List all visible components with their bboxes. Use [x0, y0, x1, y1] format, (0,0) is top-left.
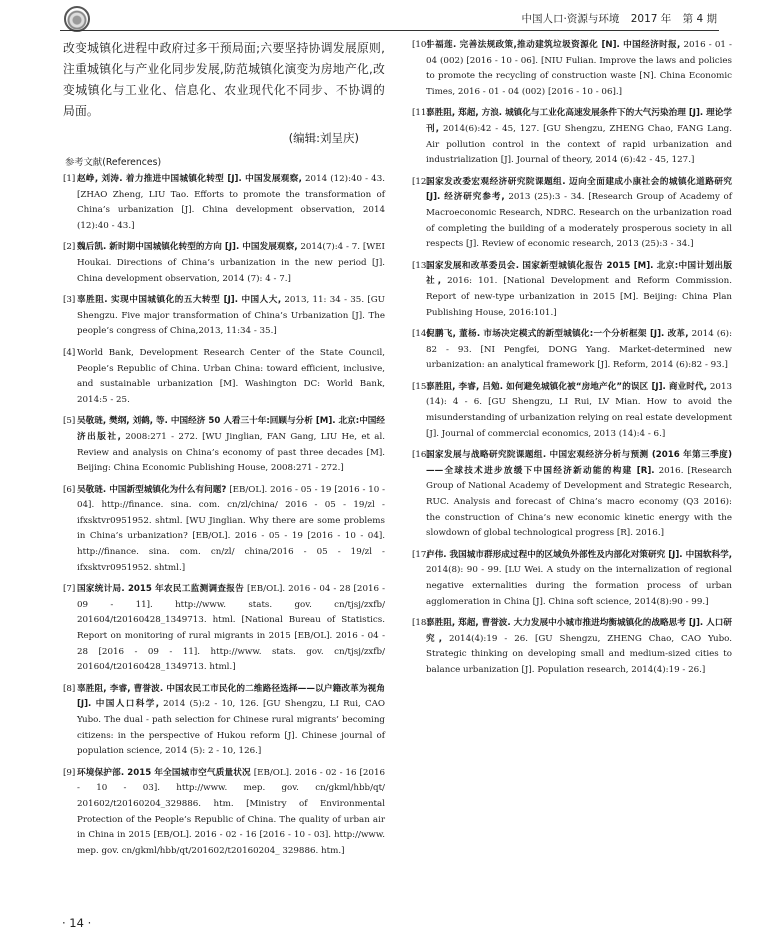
- reference-entry: [412, 380, 732, 442]
- reference-chinese-citation: 辜胜阻. 实现中国城镇化的五大转型 [J]. 中国人大,: [77, 295, 282, 306]
- reference-number: [13]: [412, 260, 430, 271]
- reference-details: 2013 (14): 4 - 6. [GU Shengzu, LI Rui, LV Mian. How to avoid the misunderstanding of urbanization relying on real estate development [J]. Journal of commercial economics, 2013 (14):4 - 6.]: [426, 381, 732, 439]
- reference-number: [8]: [63, 683, 76, 694]
- reference-number: [14]: [412, 329, 430, 340]
- reference-entry: [63, 766, 385, 860]
- body-paragraph: 改变城镇化进程中政府过多干预局面;六要坚持协调发展原则,注重城镇化与产业化同步发展,防范城镇化演变为房地产化,改变城镇化与工业化、信息化、农业现代化不同步、不协调的局面。: [63, 41, 385, 118]
- reference-entry: [412, 259, 732, 321]
- reference-chinese-citation: 辜胜阻, 郑超, 曹誉波. 大力发展中小城市推进均衡城镇化的战略思考 [J]. 人口研究,: [426, 618, 732, 644]
- reference-number: [2]: [63, 242, 76, 253]
- reference-entry: [63, 483, 385, 577]
- reference-chinese-citation: 国家发改委宏观经济研究院课题组. 迈向全面建成小康社会的城镇化道路研究 [J]. 经济研究参考,: [426, 176, 732, 203]
- reference-chinese-citation: 环境保护部. 2015 年全国城市空气质量状况: [77, 767, 251, 778]
- reference-chinese-citation: 吴敬琏, 樊纲, 刘鹤, 等. 中国经济 50 人看三十年:回顾与分析 [M]. 北京:中国经济出版社,: [77, 416, 385, 442]
- reference-details: 2014 (6): 82 - 93. [NI Pengfei, DONG Yang. Market-determined new urbanization: an analytical framework [J]. Reform, 2014 (6):82 - 93.]: [426, 329, 733, 371]
- reference-number: [15]: [412, 381, 430, 392]
- reference-number: [1]: [63, 174, 76, 184]
- reference-details: [EB/OL]. 2016 - 02 - 16 [2016 - 10 - 03]. http://www. mep. gov. cn/gkml/hbb/qt/ 201602/t20160204_329886. htm. [Ministry of Environmental Protection of the People’s Republic of China. The quality of urban air in China in 2015 [EB/OL]. 2016 - 02 - 16 [2016 - 10 - 03]. http://www. mep. gov. cn/gkml/hbb/qt/201602/t20160204_ 329886. htm.]: [77, 767, 385, 856]
- reference-entry: [63, 682, 385, 760]
- reference-chinese-citation: 倪鹏飞, 董杨. 市场决定模式的新型城镇化:一个分析框架 [J]. 改革,: [426, 329, 689, 340]
- reference-number: [17]: [412, 549, 430, 560]
- reference-number: [16]: [412, 450, 430, 461]
- reference-details: 2014 (5):2 - 10, 126. [GU Shengzu, LI Rui, CAO Yubo. The dual - path selection for Chinese rural migrants’ becoming citizens: in the perspective of Hukou reform [J]. Chinese journal of population science, 2014 (5): 2 - 10, 126.]: [77, 699, 386, 757]
- reference-details: [EB/OL]. 2016 - 05 - 19 [2016 - 10 - 04]. http://finance. sina. com. cn/zl/china/ 2016 - 05 - 19/zl - ifxsktvr0951952. shtml. [WU Jinglian. Why there are some problems in China’s urbanization? [EB/OL]. 2016 - 05 - 19 [2016 - 10 - 04]. http://finance. sina. com. cn/zl/ china/2016 - 05 - 19/zl - ifxsktvr0951952. shtml.]: [77, 484, 386, 573]
- reference-number: [10]: [412, 40, 430, 50]
- left-column: [63, 38, 385, 865]
- reference-details: 2008:271 - 272. [WU Jinglian, FAN Gang, LIU He, et al. Review and analysis on China’s economy of past three decades [M]. Beijing: China Economic Publishing House, 2008:271 - 272.]: [77, 431, 386, 474]
- reference-chinese-citation: 辜胜阻, 郑超, 方浪. 城镇化与工业化高速发展条件下的大气污染治理 [J]. 理论学刊,: [426, 108, 732, 134]
- reference-number: [9]: [63, 767, 76, 778]
- reference-details: 2013 (25):3 - 34. [Research Group of Academy of Macroeconomic Research, NDRC. Research on the urbanization road of completing the building of a moderately prosperous society in all respects [J]. Review of economic research, 2013 (25):3 - 34.]: [426, 192, 733, 250]
- reference-entry: [412, 327, 732, 374]
- reference-chinese-citation: 国家发展与战略研究院课题组. 中国宏观经济分析与预测 (2016 年第三季度)——全球技术进步放缓下中国经济新动能的构建 [R].: [426, 450, 732, 476]
- reference-details: World Bank, Development Research Center of the State Council, People’s Republic of China. Urban China: toward efficient, inclusive, and sustainable urbanization [M]. Washington DC: World Bank, 2014:5 - 25.: [77, 347, 385, 405]
- reference-entry: [412, 616, 732, 678]
- reference-entry: [63, 414, 385, 476]
- reference-chinese-citation: 吴敬琏. 中国新型城镇化为什么有问题?: [77, 484, 227, 495]
- reference-number: [18]: [412, 618, 430, 629]
- right-column: [412, 38, 732, 685]
- reference-chinese-citation: 牛福莲. 完善法规政策,推动建筑垃圾资源化 [N]. 中国经济时报,: [426, 40, 681, 50]
- reference-details: 2016 - 01 - 04 (002) [2016 - 10 - 06]. [NIU Fulian. Improve the laws and policies to promote the recycling of construction waste [N]. China Economic Times, 2016 - 01 - 04 (002) [2016 - 10 - 06].]: [426, 40, 732, 97]
- reference-number: [11]: [412, 108, 430, 119]
- reference-details: [EB/OL]. 2016 - 04 - 28 [2016 - 09 - 11]. http://www. stats. gov. cn/tjsj/zxfb/ 201604/t20160428_1349713. html. [National Bureau of Statistics. Report on monitoring of rural migrants in 2015 [EB/OL]. 2016 - 04 - 28 [2016 - 09 - 11]. http://www. stats. gov. cn/tjsj/zxfb/ 201604/t20160428_1349713. html.]: [77, 584, 386, 673]
- reference-chinese-citation: 卢伟. 我国城市群形成过程中的区域负外部性及内部化对策研究 [J]. 中国软科学,: [426, 549, 732, 560]
- reference-entry: [63, 240, 385, 287]
- reference-details: 2014(6):42 - 45, 127. [GU Shengzu, ZHENG Chao, FANG Lang. Air pollution control in the context of rapid urbanization and industrialization [J]. Journal of theory, 2014 (6):42 - 45, 127.]: [426, 123, 733, 166]
- reference-details: 2016: 101. [National Development and Reform Commission. Report of new-type urbanization in 2015 [M]. Beijing: China Plan Publishing House, 2016:101.]: [426, 276, 732, 318]
- reference-entry: [63, 293, 385, 340]
- reference-entry: [412, 548, 732, 610]
- reference-list-right: [412, 38, 732, 679]
- reference-chinese-citation: 国家发展和改革委员会. 国家新型城镇化报告 2015 [M]. 北京:中国计划出版社,: [426, 260, 732, 287]
- journal-issue: 第 4 期: [682, 13, 717, 25]
- reference-entry: [63, 582, 385, 676]
- reference-entry: [63, 346, 385, 408]
- reference-chinese-citation: 辜胜阻, 李睿, 曹誉波. 中国农民工市民化的二维路径选择——以户籍改革为视角 [J]. 中国人口科学,: [77, 683, 385, 710]
- reference-list-left: [63, 172, 385, 859]
- reference-number: [12]: [412, 176, 430, 187]
- reference-details: 2014(7):4 - 7. [WEI Houkai. Directions of China’s urbanization in the new period [J]. China development observation, 2014 (7): 4 - 7.]: [77, 242, 385, 284]
- running-header: [522, 11, 717, 26]
- editor-note: (编辑:刘呈庆): [288, 131, 359, 145]
- reference-details: 2014(8): 90 - 99. [LU Wei. A study on the internalization of regional negative externalities during the formation process of urban agglomeration in China [J]. China soft science, 2014(8):90 - 99.]: [426, 565, 732, 607]
- reference-entry: [412, 448, 732, 542]
- header-rule: [60, 30, 719, 31]
- reference-number: [3]: [63, 295, 76, 306]
- references-heading: 参考文献(References): [65, 157, 162, 168]
- reference-entry: [63, 172, 385, 234]
- reference-details: 2014(4):19 - 26. [GU Shengzu, ZHENG Chao, CAO Yubo. Strategic thinking on developing small and medium-sized cities to balance urbanization [J]. Population research, 2014(4):19 - 26.]: [426, 633, 733, 675]
- reference-chinese-citation: 国家统计局. 2015 年农民工监测调查报告: [77, 584, 244, 595]
- reference-number: [6]: [63, 484, 76, 495]
- reference-chinese-citation: 赵峥, 刘涛. 着力推进中国城镇化转型 [J]. 中国发展观察,: [77, 174, 302, 184]
- reference-number: [4]: [63, 347, 76, 358]
- reference-entry: [412, 106, 732, 168]
- journal-year: 2017 年: [630, 13, 672, 25]
- reference-number: [5]: [63, 416, 76, 427]
- reference-details: 2013, 11: 34 - 35. [GU Shengzu. Five major transformation of China’s Urbanization [J]. The people’s congress of China,2013, 11:34 - 35.]: [77, 295, 385, 337]
- reference-chinese-citation: 辜胜阻, 李睿, 吕勉. 如何避免城镇化被“房地产化”的误区 [J]. 商业时代,: [426, 381, 707, 392]
- reference-entry: [412, 175, 732, 253]
- reference-details: 2016. [Research Group of National Academy of Development and Strategic Research, RUC. Analysis and forecast of China’s macro economy (Q3 2016): the construction of China’s new economic kinetic energy with the slowdown of global technological progress [R]. 2016.]: [426, 465, 732, 539]
- reference-entry: [412, 38, 732, 100]
- page-number: · 14 ·: [62, 916, 92, 930]
- reference-details: 2014 (12):40 - 43. [ZHAO Zheng, LIU Tao. Efforts to promote the transformation of China’s urbanization [J]. China development observation, 2014 (12):40 - 43.]: [77, 174, 385, 231]
- reference-chinese-citation: 魏后凯. 新时期中国城镇化转型的方向 [J]. 中国发展观察,: [77, 242, 298, 253]
- reference-number: [7]: [63, 584, 76, 595]
- journal-name: 中国人口·资源与环境: [521, 13, 620, 25]
- journal-logo: [64, 6, 90, 32]
